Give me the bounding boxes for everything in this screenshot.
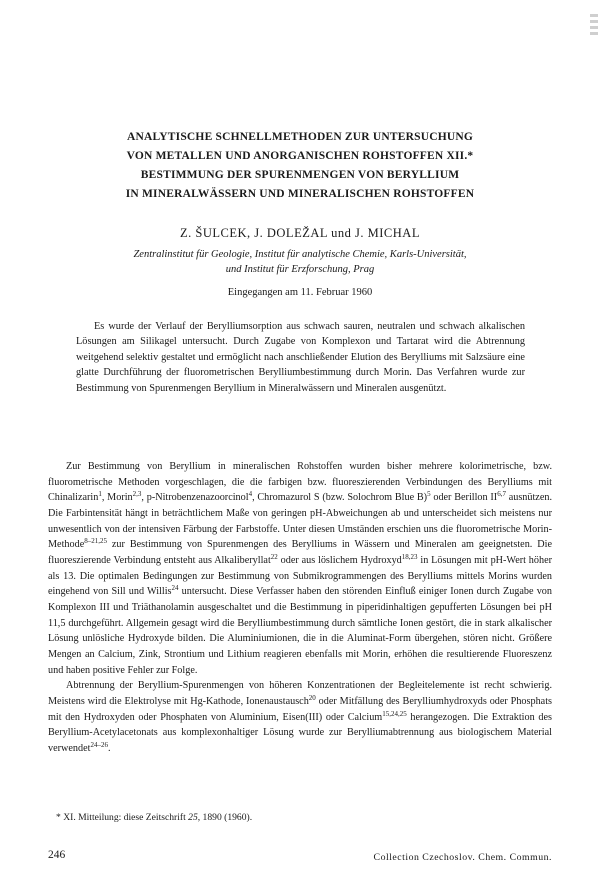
text-run: herangezogen. Die Extraktion des Beryllium-Acetylacetonats aus komplexonhaltiger Lösung wurde zur Berylliumabtrennung aus biologischem Material verwendet	[48, 711, 552, 754]
text-run: , Chromazurol S (bzw. Solochrom Blue B)	[252, 492, 428, 504]
received-date: Eingegangen am 11. Februar 1960	[227, 287, 373, 298]
text-run: in Lösungen mit pH-Wert höher als 13. Die optimalen Bedingungen zur Bestimmung von Submikrogrammengen des Berylliums mittels Morins wurden eingehend von Sill und Willis	[48, 554, 553, 598]
text-run: , p-Nitrobenzenazoorcinol	[141, 492, 249, 504]
reference-marker: 8–21,25	[84, 537, 107, 546]
text-run: oder Berillon II	[430, 492, 498, 504]
title-line-3: BESTIMMUNG DER SPURENMENGEN VON BERYLLIUM	[140, 169, 460, 181]
text-run: ausnützen. Die Farbintensität hängt in beträchtlichem Maße von geringen pH-Abweichungen ab und unterscheidet sich meistens nur unwesentlich von der intensiven Färbung der Farbstoffe. Unter diesen Umständen erschien uns die fluorometrische Morin-Methode	[48, 492, 552, 551]
reference-marker: 24	[171, 584, 179, 593]
abstract: Es wurde der Verlauf der Berylliumsorption aus schwach sauren, neutralen und schwach alkalischen Lösungen am Silikagel untersucht. Durch Zugabe von Komplexon und Tartarat wird die Abtrennung weitgehend selektiv gestaltet und ermöglicht nach anschließender Elution des Berylliums mit Salzsäure eine glatte Durchführung der fluorometrischen Berylliumbestimmung durch Morin. Das Verfahren wurde zur Bestimmung von Spurenmengen Beryllium in Mineralwässern und Mineralen ausgenützt.	[76, 321, 525, 394]
text-run: .	[107, 742, 111, 754]
title-line-2: VON METALLEN UND ANORGANISCHEN ROHSTOFFEN XII.*	[126, 150, 474, 162]
reference-marker: 1	[98, 490, 102, 499]
reference-marker: 4	[248, 490, 253, 499]
text-run: Zur Bestimmung von Beryllium in mineralischen Rohstoffen wurden bisher mehrere kolorimetrische, bzw. fluorometrische Methoden vorgeschlagen, die die farbigen bzw. fluoreszierenden Verbindungen des Berylliums mit Chinalizarin	[48, 461, 552, 504]
reference-marker: 18,23	[401, 552, 418, 561]
title-line-4: IN MINERALWÄSSERN UND MINERALISCHEN ROHSTOFFEN	[125, 188, 475, 200]
article-title	[60, 128, 540, 204]
text-run: untersucht. Diese Verfasser haben den störenden Einfluß einiger Ionen durch Zugabe von Komplexon III und Triäthanolamin ausgeschaltet und die Bestimmung in piperidinhaltigen gepufferten Lösungen bei pH 11,5 durchgeführt. Allgemein gesagt wird die Berylliumbestimmung durch sämtliche Ionen gestört, die in stark alkalischer Lösung unlösliche Hydroxyde bilden. Die Aluminiumionen, die in die Aluminat-Form übergehen, stören nicht. Größere Mengen an Calcium, Zink, Strontium und Lithium reagieren ebenfalls mit Morin, erhöhen die resultierende Fluoreszenz und haben positive Fehler zur Folge.	[48, 586, 552, 676]
title-line-1: ANALYTISCHE SCHNELLMETHODEN ZUR UNTERSUCHUNG	[126, 131, 474, 143]
reference-marker: 15,24,25	[382, 709, 407, 718]
text-run: Abtrennung der Beryllium-Spurenmengen von höheren Konzentrationen der Begleitelemente ist recht schwierig. Meistens wird die Elektrolyse mit Hg-Kathode, Ionenaustausch	[48, 680, 552, 707]
text-run: oder Mitfällung des Berylliumhydroxyds oder Phosphats mit den Hydroxyden oder Phosphaten von Aluminium, Eisen(III) oder Calcium	[48, 695, 552, 723]
text-run: , Morin	[101, 492, 133, 504]
affiliation-line-2: und Institut für Erzforschung, Prag	[225, 264, 375, 275]
body-paragraph-1	[48, 459, 552, 678]
body-text	[48, 459, 552, 756]
footnote-volume: 25	[188, 812, 198, 823]
footnote-text: * XI. Mitteilung: diese Zeitschrift	[56, 812, 189, 823]
page-number: 246	[48, 849, 66, 861]
reference-marker: 20	[308, 693, 316, 702]
body-paragraph-2	[48, 678, 552, 756]
footnote	[56, 812, 252, 823]
footnote-text-end: , 1890 (1960).	[197, 812, 253, 823]
reference-marker: 5	[427, 490, 431, 499]
scan-edge-mark	[590, 14, 598, 44]
journal-name: Collection Czechoslov. Chem. Commun.	[373, 852, 552, 863]
affiliation-line-1: Zentralinstitut für Geologie, Institut für analytische Chemie, Karls-Universität,	[133, 249, 467, 260]
text-run: zur Bestimmung von Spurenmengen des Berylliums in Wässern und Mineralen am geeignetsten. Die fluoreszierende Verbindung entsteht aus Alkaliberyllat	[48, 539, 552, 566]
text-run: oder aus löslichem Hydroxyd	[277, 554, 402, 566]
affiliation	[60, 247, 540, 277]
authors: Z. ŠULCEK, J. DOLEŽAL und J. MICHAL	[180, 226, 420, 240]
reference-marker: 24–26	[90, 740, 108, 749]
reference-marker: 22	[270, 552, 278, 561]
reference-marker: 6,7	[497, 490, 506, 499]
reference-marker: 2,3	[132, 490, 142, 499]
